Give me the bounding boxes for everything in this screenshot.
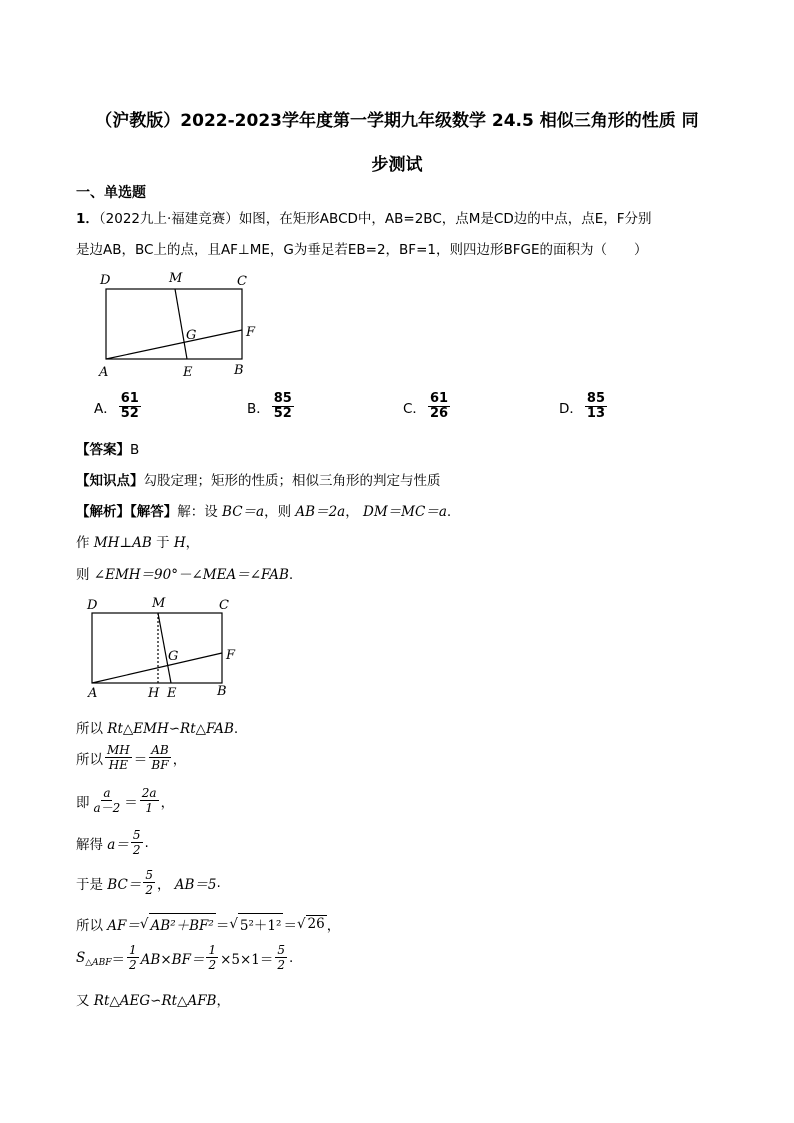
option-a-fraction: $\frac{61}{52}$: [120, 391, 139, 421]
figure-rectangle-1: [90, 268, 270, 382]
analysis-line: 【解析】【解答】解：设 BC＝a，则 AB＝2a， DM＝MC＝a.: [76, 504, 452, 520]
question-line1: [76, 207, 652, 227]
fig2-label-e: E: [167, 686, 177, 701]
fig1-label-f: F: [246, 325, 256, 340]
question-line2: 是边AB，BC上的点，且AF⊥ME，G为垂足若EB=2，BF=1，则四边形BFGE的面积为（ ）: [76, 242, 648, 258]
step-ratio: 所以 $\frac{MH}{HE}$ ＝ $\frac{AB}{BF}$ ，: [76, 743, 187, 772]
fig1-label-e: E: [183, 365, 193, 380]
fig1-label-b: B: [234, 363, 244, 378]
step-solve: 解得 a＝ $\frac{5}{2}$ .: [76, 828, 149, 857]
step-similar-2: 又 Rt△AEG∽Rt△AFB，: [76, 993, 230, 1009]
step-substitute: 即 $\frac{a}{a-2}$ ＝ $\frac{2a}{1}$ ，: [76, 786, 175, 815]
step-af-length: 所以 AF＝ √ AB²＋BF² ＝ √ 5²＋1² ＝ √ 26 ，: [76, 913, 340, 934]
step-make-perpendicular: 作 MH⊥AB 于 H，: [76, 535, 200, 551]
step-similar-1: 所以 Rt△EMH∽Rt△FAB.: [76, 721, 239, 737]
knowledge-line: 【知识点】勾股定理；矩形的性质；相似三角形的判定与性质: [76, 473, 441, 489]
option-d[interactable]: D． $\frac{85}{13}$: [559, 391, 605, 421]
fig2-label-h: H: [148, 686, 160, 701]
fig2-label-g: G: [168, 649, 179, 664]
question-number: 1．: [76, 211, 99, 227]
fig1-label-a: A: [99, 365, 109, 380]
section-heading: 一、单选题: [76, 185, 146, 201]
option-c[interactable]: C． $\frac{61}{26}$: [403, 391, 449, 421]
step-values: 于是 BC＝ $\frac{5}{2}$ ， AB＝5 .: [76, 868, 221, 897]
option-a[interactable]: A． $\frac{61}{52}$: [94, 391, 139, 421]
fig2-label-d: D: [87, 598, 98, 613]
option-b[interactable]: B． $\frac{85}{52}$: [247, 391, 292, 421]
question-source: （2022九上·福建竞赛）: [98, 211, 239, 227]
fig2-label-f: F: [226, 648, 236, 663]
option-b-fraction: $\frac{85}{52}$: [273, 391, 292, 421]
step-angle: 则 ∠EMH＝90°－∠MEA＝∠FAB.: [76, 567, 294, 583]
fig1-label-g: G: [186, 328, 197, 343]
fig2-label-a: A: [88, 686, 98, 701]
fig2-label-m: M: [152, 596, 166, 611]
fig1-label-d: D: [100, 273, 111, 288]
figure-rectangle-2: [78, 593, 248, 701]
step-area: S △ABF ＝ $\frac{1}{2}$ AB×BF＝ $\frac{1}{2}$ ×5×1＝ $\frac{5}{2}$ .: [76, 943, 294, 972]
question-text1: 如图，在矩形ABCD中，AB=2BC，点M是CD边的中点，点E，F分别: [238, 211, 652, 227]
fig2-label-b: B: [217, 684, 227, 699]
fig1-label-m: M: [169, 271, 183, 286]
option-c-fraction: $\frac{61}{26}$: [429, 391, 449, 421]
fig2-label-c: C: [219, 598, 229, 613]
answer-line: 【答案】B: [76, 442, 140, 458]
doc-title-line1: （沪教版）2022-2023学年度第一学期九年级数学 24.5 相似三角形的性质 同: [95, 111, 699, 131]
fig1-label-c: C: [237, 274, 247, 289]
option-d-fraction: $\frac{85}{13}$: [586, 391, 605, 421]
doc-title-line2: 步测试: [371, 155, 423, 175]
